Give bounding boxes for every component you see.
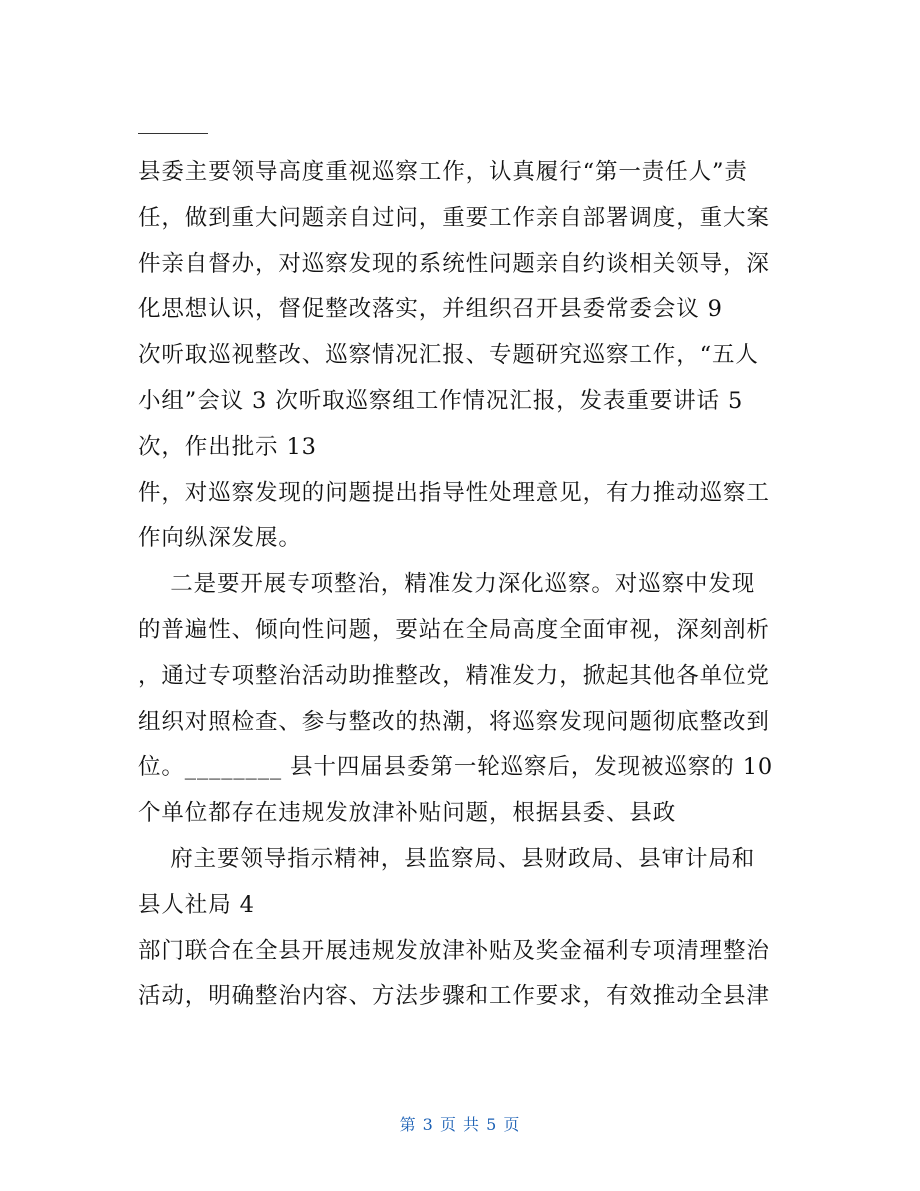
text-line: 作向纵深发展。 — [138, 525, 302, 552]
header-rule — [138, 133, 208, 134]
text-line: 次听取巡视整改、巡察情况汇报、专题研究巡察工作，“五人 — [138, 342, 759, 369]
text-line: 任，做到重大问题亲自过问，重要工作亲自部署调度，重大案 — [138, 204, 770, 231]
text-line: 县委主要领导高度重视巡察工作，认真履行“第一责任人”责 — [138, 159, 748, 185]
page-footer — [0, 1112, 920, 1135]
paragraph-start-line: 二是要开展专项整治，精准发力深化巡察。对巡察中发现 — [138, 571, 756, 598]
paragraph-start-line: 府主要领导指示精神，县监察局、县财政局、县审计局和 — [138, 845, 756, 872]
text-line: 县人社局 4 — [138, 891, 255, 918]
text-line: 化思想认识，督促整改落实，并组织召开县委常委会议 9 — [138, 296, 723, 323]
text-line: 件亲自督办，对巡察发现的系统性问题亲自约谈相关领导，深 — [138, 250, 770, 277]
text-line: 次，作出批示 13 — [138, 433, 317, 460]
text-line: 件，对巡察发现的问题提出指导性处理意见，有力推动巡察工 — [138, 479, 770, 506]
text-line: 个单位都存在违规发放津补贴问题，根据县委、县政 — [138, 800, 677, 827]
text-line: 位。________ 县十四届县委第一轮巡察后，发现被巡察的 10 — [138, 754, 774, 781]
text-line: 活动，明确整治内容、方法步骤和工作要求，有效推动全县津 — [138, 983, 770, 1010]
body-text — [138, 150, 798, 1020]
page-number: 第 3 页 共 5 页 — [399, 1115, 521, 1134]
text-line: ，通过专项整治活动助推整改，精准发力，掀起其他各单位党 — [138, 662, 770, 689]
text-line: 组织对照检查、参与整改的热潮，将巡察发现问题彻底整改到 — [138, 708, 770, 735]
text-line: 部门联合在全县开展违规发放津补贴及奖金福利专项清理整治 — [138, 937, 770, 964]
text-line: 小组”会议 3 次听取巡察组工作情况汇报，发表重要讲话 5 — [138, 387, 744, 414]
text-line: 的普遍性、倾向性问题，要站在全局高度全面审视，深刻剖析 — [138, 616, 770, 643]
